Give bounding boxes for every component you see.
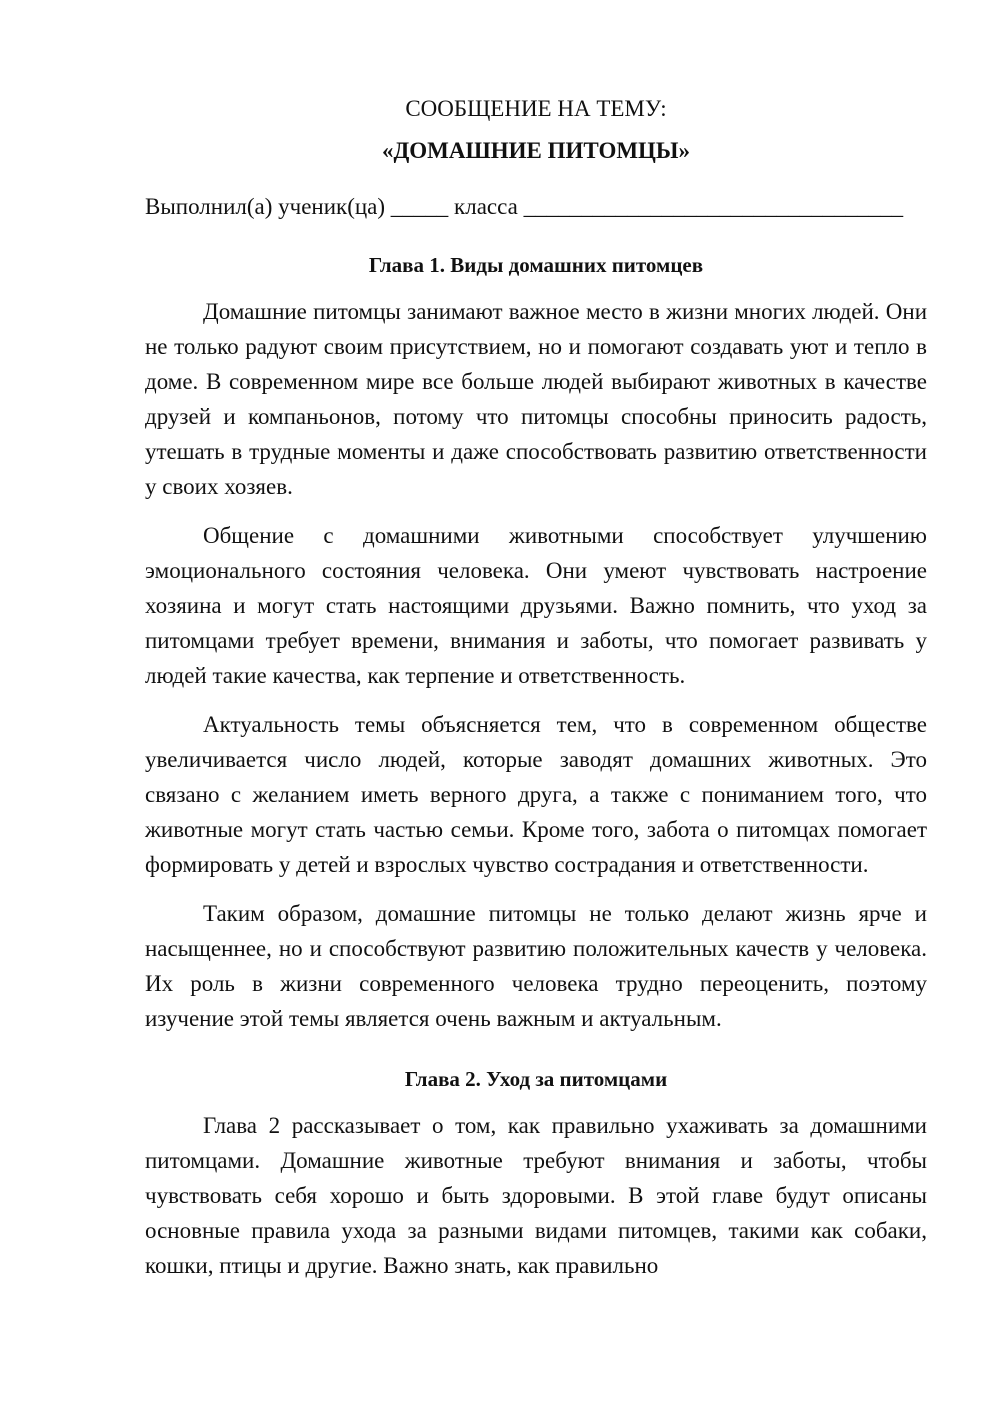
chapter-2-heading: Глава 2. Уход за питомцами: [404, 1067, 668, 1091]
paragraph: Актуальность темы объясняется тем, что в современном обществе увеличивается число людей, которые заводят домашних животных. Это связано с желанием иметь верного друга, а также с пониманием того, что животные могут стать частью семьи. Кроме того, забота о питомцах помогает формировать у детей и взрослых чувство сострадания и ответственности.: [145, 712, 927, 877]
paragraph: Глава 2 рассказывает о том, как правильно ухаживать за домашними питомцами. Домашние животные требуют внимания и заботы, чтобы чувствовать себя хорошо и быть здоровыми. В этой главе будут описаны основные правила ухода за разными видами питомцев, такими как собаки, кошки, птицы и другие. Важно знать, как правильно: [145, 1113, 927, 1278]
document-title: СООБЩЕНИЕ НА ТЕМУ:: [405, 96, 667, 121]
paragraph: Общение с домашними животными способствует улучшению эмоционального состояния человека. Они умеют чувствовать настроение хозяина и могут стать настоящими друзьями. Важно помнить, что уход за питомцами требует времени, внимания и заботы, что помогает развивать у людей такие качества, как терпение и ответственность.: [145, 523, 927, 688]
document-subtitle: «ДОМАШНИЕ ПИТОМЦЫ»: [381, 138, 691, 163]
paragraph: Таким образом, домашние питомцы не только делают жизнь ярче и насыщеннее, но и способствуют развитию положительных качеств у человека. Их роль в жизни современного человека трудно переоценить, поэтому изучение этой темы является очень важным и актуальным.: [145, 901, 927, 1031]
chapter-1-heading: Глава 1. Виды домашних питомцев: [368, 253, 704, 277]
author-line: Выполнил(а) ученик(ца) _____ класса _________________________________: [145, 194, 904, 219]
paragraph: Домашние питомцы занимают важное место в жизни многих людей. Они не только радуют своим присутствием, но и помогают создавать уют и тепло в доме. В современном мире все больше людей выбирают животных в качестве друзей и компаньонов, потому что питомцы способны приносить радость, утешать в трудные моменты и даже способствовать развитию ответственности у своих хозяев.: [145, 299, 927, 499]
